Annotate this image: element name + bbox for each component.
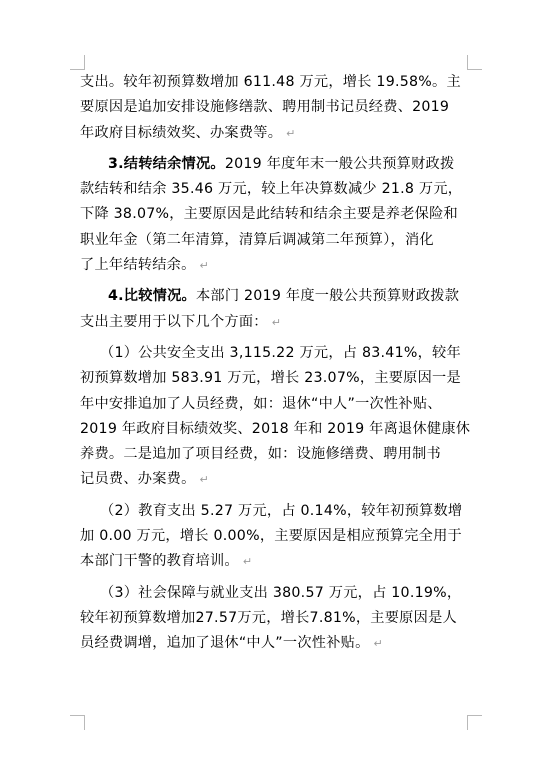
text-line: 了上年结转结余。 ↵ bbox=[80, 257, 209, 274]
paragraph-mark-icon: ↵ bbox=[373, 637, 383, 651]
paragraph-public-security bbox=[80, 341, 475, 493]
text-line: （2）教育支出 5.27 万元，占 0.14%，较年初预算数增 bbox=[100, 502, 463, 519]
text-line: 员经费调增，追加了退休“中人”一次性补贴。 ↵ bbox=[80, 635, 383, 652]
text-line: 4.比较情况。本部门 2019 年度一般公共预算财政拨款 bbox=[108, 288, 460, 305]
text-line: 3.结转结余情况。2019 年度年末一般公共预算财政拨 bbox=[108, 155, 455, 172]
text-line: 记员费、办案费。 ↵ bbox=[80, 471, 209, 488]
text-line: 下降 38.07%，主要原因是此结转和结余主要是养老保险和 bbox=[80, 206, 458, 223]
text-line: （1）公共安全支出 3,115.22 万元，占 83.41%，较年 bbox=[100, 344, 461, 361]
text-line: 加 0.00 万元，增长 0.00%，主要原因是相应预算完全用于 bbox=[80, 528, 462, 545]
paragraph-mark-icon: ↵ bbox=[271, 315, 282, 329]
paragraph-mark-icon: ↵ bbox=[242, 555, 253, 569]
text-line: 养费。二是追加了项目经费，如：设施修缮费、聘用制书 bbox=[80, 446, 441, 463]
text-line: （3）社会保障与就业支出 380.57 万元，占 10.19%， bbox=[100, 584, 462, 601]
paragraph-expenditure-summary bbox=[80, 70, 475, 146]
text-line: 职业年金（第二年清算，清算后调减第二年预算），消化 bbox=[80, 231, 434, 248]
text-line: 本部门干警的教育培训。 ↵ bbox=[80, 553, 253, 570]
paragraph-carryover bbox=[80, 152, 475, 278]
text-line: 支出。较年初预算数增加 611.48 万元，增长 19.58%。主 bbox=[80, 74, 461, 90]
text-line: 2019 年政府目标绩效奖、2018 年和 2019 年离退休健康休 bbox=[80, 420, 471, 437]
crop-mark-bottom-left bbox=[70, 715, 85, 730]
paragraph-comparison bbox=[80, 284, 475, 335]
crop-mark-bottom-right bbox=[467, 715, 482, 730]
crop-mark-top-right bbox=[467, 55, 482, 70]
text-line: 年中安排追加了人员经费，如：退休“中人”一次性补贴、 bbox=[80, 395, 442, 412]
paragraph-social-security bbox=[80, 581, 475, 657]
section-heading: 3.结转结余情况。 bbox=[108, 155, 225, 172]
text-line: 较年初预算数增加27.57万元，增长7.81%，主要原因是人 bbox=[80, 609, 457, 626]
text-line: 初预算数增加 583.91 万元，增长 23.07%，主要原因一是 bbox=[80, 370, 461, 387]
paragraph-education bbox=[80, 499, 475, 575]
text-line: 款结转和结余 35.46 万元，较上年决算数减少 21.8 万元， bbox=[80, 181, 463, 198]
crop-mark-top-left bbox=[70, 55, 85, 70]
text-line: 要原因是追加安排设施修缮款、聘用制书记员经费、2019 bbox=[80, 99, 450, 116]
paragraph-mark-icon: ↵ bbox=[199, 259, 209, 273]
text-line: 年政府目标绩效奖、办案费等。 ↵ bbox=[80, 124, 296, 141]
section-heading: 4.比较情况。 bbox=[108, 288, 196, 305]
paragraph-mark-icon: ↵ bbox=[286, 126, 296, 140]
paragraph-mark-icon: ↵ bbox=[199, 473, 209, 487]
text-line: 支出主要用于以下几个方面： ↵ bbox=[80, 313, 282, 330]
document-body[interactable] bbox=[80, 70, 475, 657]
